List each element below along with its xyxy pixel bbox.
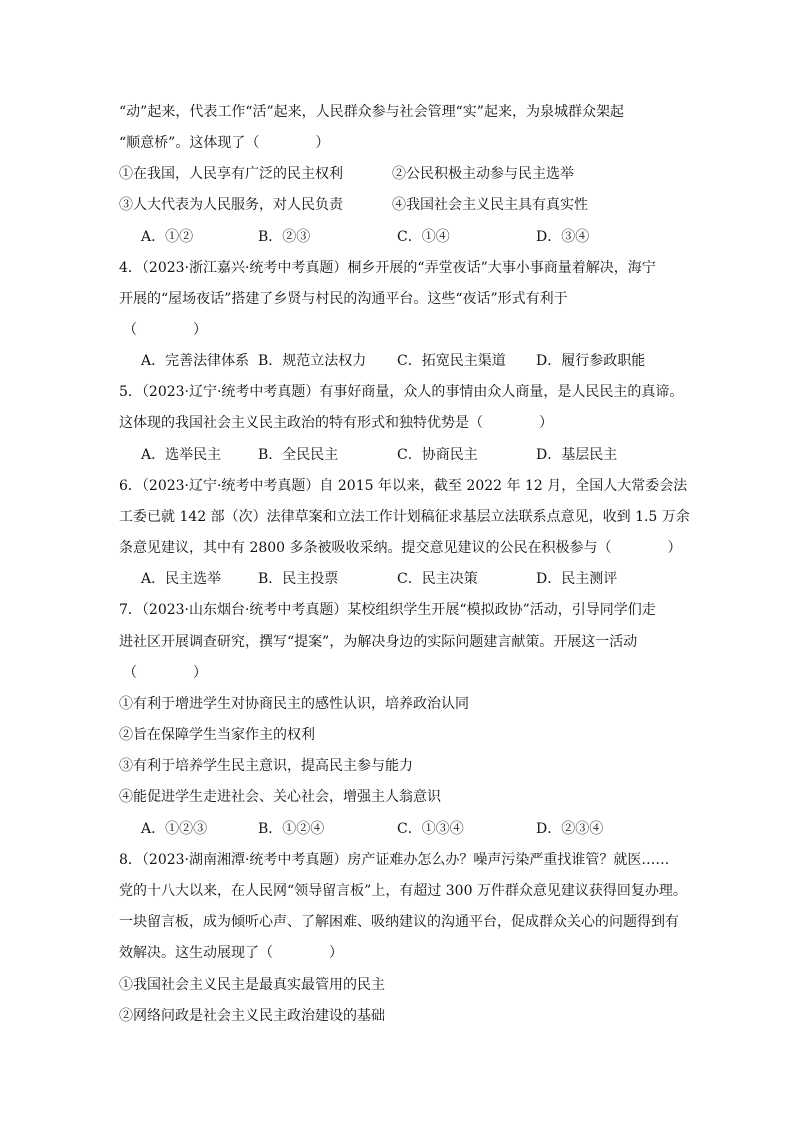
q8-stem-line-3: 一块留言板，成为倾听心声、了解困难、吸纳建议的沟通平台，促成群众关心的问题得到有	[119, 914, 679, 930]
q8-stem-line-2: 党的十八大以来，在人民网“领导留言板”上，有超过 300 万件群众意见建议获得回复办理。	[119, 883, 687, 899]
q7-option-d: D．②③④	[536, 821, 604, 837]
q4-answer-blank: （ ）	[123, 322, 207, 338]
q6-stem-line-1: 6．（2023·辽宁·统考中考真题）自 2015 年以来，截至 2022 年 12 月，全国人大常委会法	[119, 478, 688, 494]
q7-option-c: C．①③④	[397, 821, 464, 837]
q6-option-c: C．民主决策	[397, 571, 478, 587]
q3-option-a: A．①②	[141, 229, 194, 245]
q7-statement-1: ①有利于增进学生对协商民主的感性认识，培养政治认同	[119, 696, 469, 712]
q7-option-a: A．①②③	[141, 821, 208, 837]
q6-option-b: B．民主投票	[258, 571, 339, 587]
q5-option-c: C．协商民主	[397, 447, 478, 463]
q5-option-a: A．选举民主	[141, 447, 222, 463]
q7-stem-line-1: 7．（2023·山东烟台·统考中考真题）某校组织学生开展“模拟政协”活动，引导同学们走	[119, 602, 656, 618]
q3-statement-4: ④我国社会主义民主具有真实性	[392, 197, 588, 213]
q5-option-b: B．全民民主	[258, 447, 339, 463]
q6-stem-line-2: 工委已就 142 部（次）法律草案和立法工作计划稿征求基层立法联系点意见，收到 1.5 万余	[119, 509, 690, 525]
q3-option-d: D．③④	[536, 229, 590, 245]
q3-stem-line-2: “顺意桥”。这体现了（ ）	[119, 135, 330, 151]
q7-statement-3: ③有利于培养学生民主意识，提高民主参与能力	[119, 758, 413, 774]
q5-stem-line-1: 5．（2023·辽宁·统考中考真题）有事好商量，众人的事情由众人商量，是人民民主的真谛。	[119, 384, 684, 400]
q7-answer-blank: （ ）	[123, 665, 207, 681]
q8-statement-1: ①我国社会主义民主是最真实最管用的民主	[119, 977, 385, 993]
q7-option-b: B．①②④	[258, 821, 325, 837]
q3-option-c: C．①④	[397, 229, 450, 245]
q4-stem-line-2: 开展的“屋场夜话”搭建了乡贤与村民的沟通平台。这些“夜话”形式有利于	[119, 291, 568, 307]
q4-option-d: D．履行参政职能	[536, 353, 646, 369]
q5-stem-line-2: 这体现的我国社会主义民主政治的特有形式和独特优势是（ ）	[119, 415, 553, 431]
q3-statement-2: ②公民积极主动参与民主选举	[392, 166, 574, 182]
q4-option-a: A．完善法律体系	[141, 353, 250, 369]
q8-statement-2: ②网络问政是社会主义民主政治建设的基础	[119, 1008, 385, 1024]
q4-option-c: C．拓宽民主渠道	[397, 353, 506, 369]
q6-option-a: A．民主选举	[141, 571, 222, 587]
q7-stem-line-2: 进社区开展调查研究，撰写“提案”，为解决身边的实际问题建言献策。开展这一活动	[119, 634, 638, 650]
q7-statement-2: ②旨在保障学生当家作主的权利	[119, 727, 315, 743]
q6-option-d: D．民主测评	[536, 571, 618, 587]
q3-statement-3: ③人大代表为人民服务，对人民负责	[119, 197, 343, 213]
q4-stem-line-1: 4．（2023·浙江嘉兴·统考中考真题）桐乡开展的“弄堂夜话”大事小事商量着解决，海宁	[119, 260, 656, 276]
q8-stem-line-4: 效解决。这生动展现了（ ）	[119, 945, 343, 961]
q3-option-b: B．②③	[258, 229, 311, 245]
q3-stem-line-1: “动”起来，代表工作“活”起来，人民群众参与社会管理“实”起来，为泉城群众架起	[119, 104, 624, 120]
q6-stem-line-3: 条意见建议，其中有 2800 多条被吸收采纳。提交意见建议的公民在积极参与（ ）	[119, 540, 682, 556]
q8-stem-line-1: 8．（2023·湖南湘潭·统考中考真题）房产证难办怎么办？噪声污染严重找谁管？就医……	[119, 852, 670, 868]
q4-option-b: B．规范立法权力	[258, 353, 367, 369]
q5-option-d: D．基层民主	[536, 447, 618, 463]
q3-statement-1: ①在我国，人民享有广泛的民主权利	[119, 166, 343, 182]
q7-statement-4: ④能促进学生走进社会、关心社会，增强主人翁意识	[119, 789, 441, 805]
